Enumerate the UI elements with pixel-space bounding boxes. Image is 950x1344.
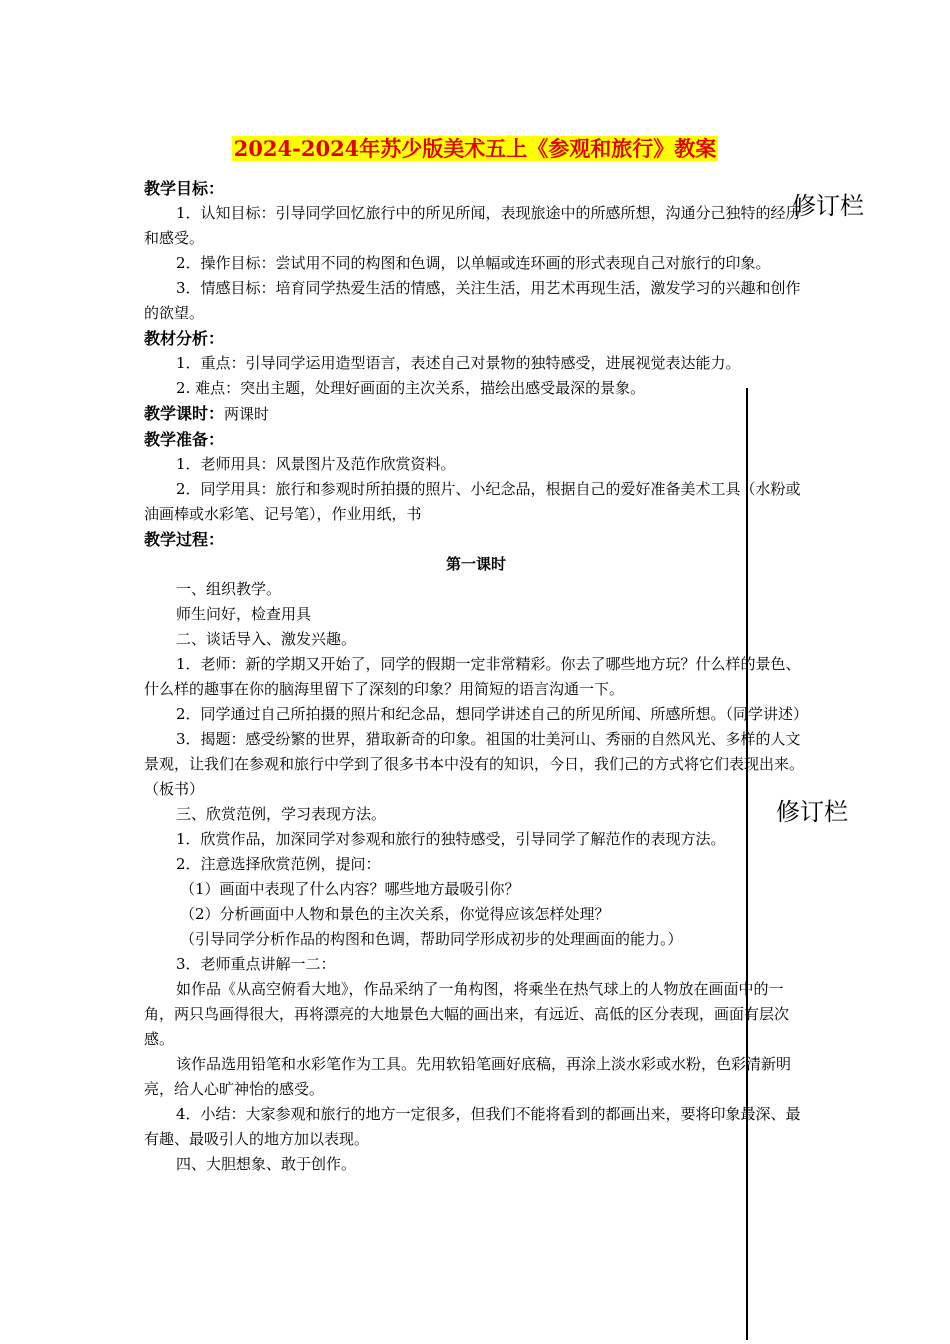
step-paragraph: 1．老师：新的学期又开始了，同学的假期一定非常精彩。你去了哪些地方玩？什么样的景色、什么样的趣事在你的脑海里留下了深刻的印象？用简短的语言沟通一下。 bbox=[144, 655, 801, 698]
step-paragraph: 如作品《从高空俯看大地》，作品采纳了一角构图，将乘坐在热气球上的人物放在画面中的一角，两只鸟画得很大，再将漂亮的大地景色大幅的画出来，有远近、高低的区分表现，画面有层次感。 bbox=[144, 980, 790, 1048]
goal-paragraph: 1．认知目标：引导同学回忆旅行中的所见所闻，表现旅途中的所感所想，沟通分己独特的经历和感受。 bbox=[144, 204, 801, 247]
document-title bbox=[0, 134, 950, 164]
document-body bbox=[144, 176, 808, 1177]
step-paragraph: 该作品选用铅笔和水彩笔作为工具。先用软铅笔画好底稿，再涂上淡水彩或水粉，色彩清新明亮，给人心旷神怡的感受。 bbox=[144, 1055, 792, 1098]
hours-heading: 教学课时： bbox=[144, 404, 225, 423]
process-heading: 教学过程： bbox=[144, 530, 225, 549]
lesson-title: 第一课时 bbox=[445, 555, 506, 573]
step-paragraph: 3．揭题：感受纷繁的世界，猎取新奇的印象。祖国的壮美河山、秀丽的自然风光、多样的人文景观，让我们在参观和旅行中学到了很多书本中没有的知识，今日，我们己的方式将它们表现出来。（板书） bbox=[144, 730, 805, 798]
revision-column-label: 修订栏 bbox=[774, 792, 850, 827]
hours-line bbox=[144, 401, 808, 427]
goal-paragraph: 3．情感目标：培育同学热爱生活的情感，关注生活，用艺术再现生活，激发学习的兴趣和创作的欲望。 bbox=[144, 279, 801, 322]
revision-column-label: 修订栏 bbox=[790, 186, 866, 221]
goal-paragraph: 2．操作目标：尝试用不同的构图和色调，以单幅或连环画的形式表现自己对旅行的印象。 bbox=[176, 254, 771, 272]
step-paragraph: 师生问好，检查用具 bbox=[176, 605, 312, 623]
prep-paragraph: 2．同学用具：旅行和参观时所拍摄的照片、小纪念品，根据自己的爱好准备美术工具（水粉或油画棒或水彩笔、记号笔），作业用纸，书 bbox=[144, 480, 801, 523]
step-paragraph: 4．小结：大家参观和旅行的地方一定很多，但我们不能将看到的都画出来，要将印象最深、最有趣、最吸引人的地方加以表现。 bbox=[144, 1105, 801, 1148]
step-paragraph: 2．注意选择欣赏范例，提问： bbox=[176, 855, 381, 873]
analysis-paragraph: 2. 难点：突出主题，处理好画面的主次关系，描绘出感受最深的景象。 bbox=[176, 379, 646, 397]
step-paragraph: 1．欣赏作品，加深同学对参观和旅行的独特感受，引导同学了解范作的表现方法。 bbox=[176, 830, 726, 848]
question-item: （2）分析画面中人物和景色的主次关系，你觉得应该怎样处理？ bbox=[180, 905, 610, 923]
hours-value: 两课时 bbox=[224, 405, 270, 423]
question-note: （引导同学分析作品的构图和色调，帮助同学形成初步的处理画面的能力。） bbox=[180, 930, 683, 948]
step-heading: 三、欣赏范例，学习表现方法。 bbox=[176, 805, 387, 823]
step-heading: 二、谈话导入、激发兴趣。 bbox=[176, 630, 357, 648]
prep-heading: 教学准备： bbox=[144, 430, 225, 449]
step-heading: 四、大胆想象、敢于创作。 bbox=[176, 1155, 357, 1173]
question-item: （1）画面中表现了什么内容？哪些地方最吸引你？ bbox=[180, 880, 520, 898]
prep-paragraph: 1．老师用具：风景图片及范作欣赏资料。 bbox=[176, 455, 456, 473]
step-paragraph: 2．同学通过自己所拍摄的照片和纪念品，想同学讲述自己的所见所闻、所感所想。（同学讲述） bbox=[176, 705, 809, 723]
step-paragraph: 3．老师重点讲解一二： bbox=[176, 955, 336, 973]
analysis-paragraph: 1．重点：引导同学运用造型语言，表述自己对景物的独特感受，进展视觉表达能力。 bbox=[176, 354, 741, 372]
goals-heading: 教学目标： bbox=[144, 179, 225, 198]
analysis-heading: 教材分析： bbox=[144, 329, 225, 348]
title-text: 2024-2024年苏少版美术五上《参观和旅行》教案 bbox=[233, 136, 717, 161]
step-heading: 一、组织教学。 bbox=[176, 580, 282, 598]
